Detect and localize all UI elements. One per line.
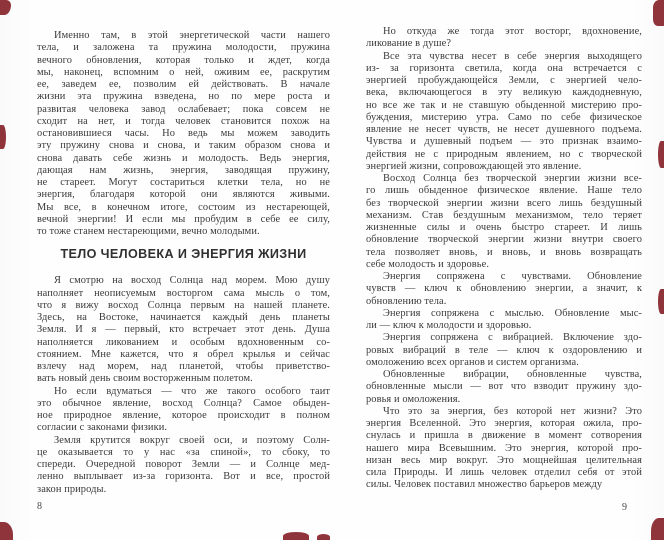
paragraph [37, 435, 330, 496]
text-line: Мы все, в конечном итоге, состоим из нестареющей, [37, 201, 330, 213]
left-page-text [37, 30, 330, 496]
paragraph [366, 308, 642, 333]
text-line: чувств — ключ к обновлению энергии, а значит, к [366, 283, 642, 295]
paragraph [37, 386, 330, 435]
text-line: ровых вибраций в теле — ключ к оздоровлению и [366, 344, 642, 356]
text-line: обновлению тела. [366, 295, 447, 307]
text-line: Энергия сопряжена с мыслью. Обновление мыс- [383, 307, 642, 319]
scan-artifact-left-middle [0, 125, 6, 149]
scan-artifact-bottom-right [651, 518, 664, 540]
scan-artifact-right-upper [658, 141, 664, 168]
text-line: ли — ключ к молодости и здоровью. [366, 320, 532, 331]
text-line: Здесь, на Востоке, начинается каждый день планеты [37, 312, 330, 323]
text-line: силы. Человек поставил множество барьеров между [366, 479, 603, 491]
text-line: эту пружину снова и снова, и таким образом снова и [37, 140, 330, 152]
text-line: ее, заведем ее, позволим ей действовать. В начале [37, 79, 330, 90]
text-line: без творческой энергии жизни всего лишь бездушный [366, 197, 642, 209]
text-line: Я смотрю на восход Солнца над морем. Мою душу [54, 275, 330, 287]
text-line: Но откуда же тогда этот восторг, вдохновение, [383, 26, 642, 37]
text-line: механизм. Став бездушным механизмом, тело теряет [366, 209, 642, 221]
text-line: Земля. И я — первый, кто встречает этот день. Душа [37, 324, 330, 336]
text-line: Энергия сопряжена с чувствами. Обновление [383, 271, 642, 282]
paragraph [366, 406, 642, 492]
text-line: нашего мира Всевышним. Это энергия, которой про- [366, 442, 642, 454]
text-line: обновление творческой энергии жизни внутри своего [366, 234, 642, 246]
paragraph [37, 275, 330, 385]
text-line: низан весь мир вокруг. Это мощнейшая целительная [366, 454, 642, 466]
scan-artifact-right-lower [658, 289, 664, 314]
paragraph [37, 30, 330, 238]
scan-artifact-bottom-left [0, 522, 13, 540]
paragraph [366, 271, 642, 308]
text-line: энергией пробуждающейся Земли, с энергией чело- [366, 75, 642, 86]
paragraph [366, 51, 642, 174]
text-line: вать новый день своим восторженным полетом. [37, 373, 253, 385]
text-line: остановившиеся часы. Но ведь мы можем заводить [37, 128, 330, 139]
section-heading: ТЕЛО ЧЕЛОВЕКА И ЭНЕРГИЯ ЖИЗНИ [60, 247, 307, 262]
text-line: закон природы. [37, 483, 107, 495]
text-line: Что это за энергия, без которой нет жизни? Это [383, 405, 642, 417]
text-line: Чувства и душевный подъем — это признак взаимо- [366, 136, 642, 148]
text-line: Энергия сопряжена с вибрацией. Включение здо- [383, 332, 642, 344]
text-line: ленно выплывает из-за горизонта. Вот и все, простой [37, 471, 330, 483]
text-line: Все эта чувства несет в себе энергия выходящего [383, 50, 642, 62]
text-line: ровья и омоложения. [366, 393, 461, 405]
text-line: тела, и заложена та пружина молодости, пружина [37, 42, 330, 54]
text-line: но все же так и не ставшую обыденной мистерию про- [366, 99, 642, 111]
text-line: снулась и пришла в движение в момент сотворения [366, 430, 642, 442]
text-line: из- за горизонта светила, когда она встречается с [366, 62, 642, 74]
text-line: обновленные мысли — вот что взводит пружину здо- [366, 381, 642, 393]
text-line: Земля крутится вокруг своей оси, и поэтому Солн- [54, 434, 330, 446]
text-line: буждения, мистерию утра. Само по себе физическое [366, 111, 642, 123]
scan-artifact-top-left [0, 0, 11, 15]
text-line: ное природное явление, которое происходит в полном [37, 410, 330, 421]
text-line: энергия Вселенной. Это энергия, которая ожила, про- [366, 418, 642, 429]
text-line: жизни эта пружина взведена, но по мере роста и [37, 91, 330, 103]
text-line: века, включающегося в эту великую каждодневную, [366, 87, 642, 99]
text-line: себе молодость и здоровье. [366, 258, 490, 270]
text-line: энергией жизни, сопровождающей это явление. [366, 160, 582, 172]
text-line: ликование в душе? [366, 38, 452, 50]
text-line: Обновленные вибрации, обновленные чувства, [383, 369, 642, 380]
text-line: то тоже станем нестареющими, вечно молодыми. [37, 226, 260, 237]
text-line: взлечу над морем, над планетой, чтобы приветство- [37, 361, 330, 372]
text-line: стоянием. Мне кажется, что я обрел крылья и сейчас [37, 348, 330, 360]
left-page-number: 8 [37, 501, 42, 512]
text-line: сходит на нет, и тогда человек становится похож на [37, 115, 330, 127]
text-line: что я вижу восход Солнца первым на нашей планете. [37, 299, 330, 311]
text-line: вечного обновления, которая только и ждет, когда [37, 54, 330, 66]
text-line: Но если вдуматься — что же такого особого таит [54, 385, 330, 397]
paragraph [366, 332, 642, 369]
text-line: го лишь обыденное физическое явление. Наше тело [366, 185, 642, 197]
scan-artifact-top-right [653, 0, 664, 26]
text-line: не стареет. Могут состариться клетки тела, но не [37, 177, 330, 188]
text-line: сила Природы. И лишь человек отделил себя от этой [366, 467, 642, 478]
paragraph [366, 26, 642, 51]
text-line: наполняется ликованием и особым вдохновенным со- [37, 336, 330, 348]
text-line: явление не несет чувств, не несет душевного подъема. [366, 124, 642, 135]
text-line: тела позволяет вновь, и вновь, и вновь возвращать [366, 246, 642, 258]
text-line: мы, наконец, вспомним о ней, оживим ее, раскрутим [37, 66, 330, 78]
text-line: согласии с законами физики. [37, 422, 168, 434]
scan-artifact-bottom-center [317, 534, 330, 540]
text-line: омоложению всех органов и систем организма. [366, 356, 579, 368]
scan-artifact-bottom-center [283, 532, 309, 540]
text-line: це оказывается то у нас «за спиной», то сбоку, то [37, 446, 330, 458]
text-line: снова давать себе жизнь и молодость. Ведь энергия, [37, 152, 330, 164]
text-line: это обычное явление, восход Солнца? Самое обыден- [37, 397, 330, 409]
text-line: энергия, благодаря которой они являются живыми. [37, 189, 330, 201]
text-line: Именно там, в этой энергетической части нашего [54, 30, 330, 41]
text-line: спереди. Очередной поворот Земли — и Солнце мед- [37, 459, 330, 470]
paragraph [366, 369, 642, 406]
text-line: действия не с природным явлением, но с творческой [366, 148, 642, 160]
text-line: дающая нам жизнь, энергия, заводящая пружину, [37, 164, 330, 176]
text-line: развитая человека завод ослабевает; пока совсем не [37, 103, 330, 115]
text-line: наполняет неописуемым восторгом сама мысль о том, [37, 287, 330, 299]
text-line: жизненные силы и очень быстро стареет. И лишь [366, 222, 642, 233]
text-line: Восход Солнца без творческой энергии жизни все- [383, 173, 642, 184]
right-page-text [366, 26, 642, 492]
right-page-number: 9 [622, 502, 627, 513]
paragraph [366, 173, 642, 271]
text-line: вечной энергии! И если мы пробудим в себе ее силу, [37, 213, 330, 225]
